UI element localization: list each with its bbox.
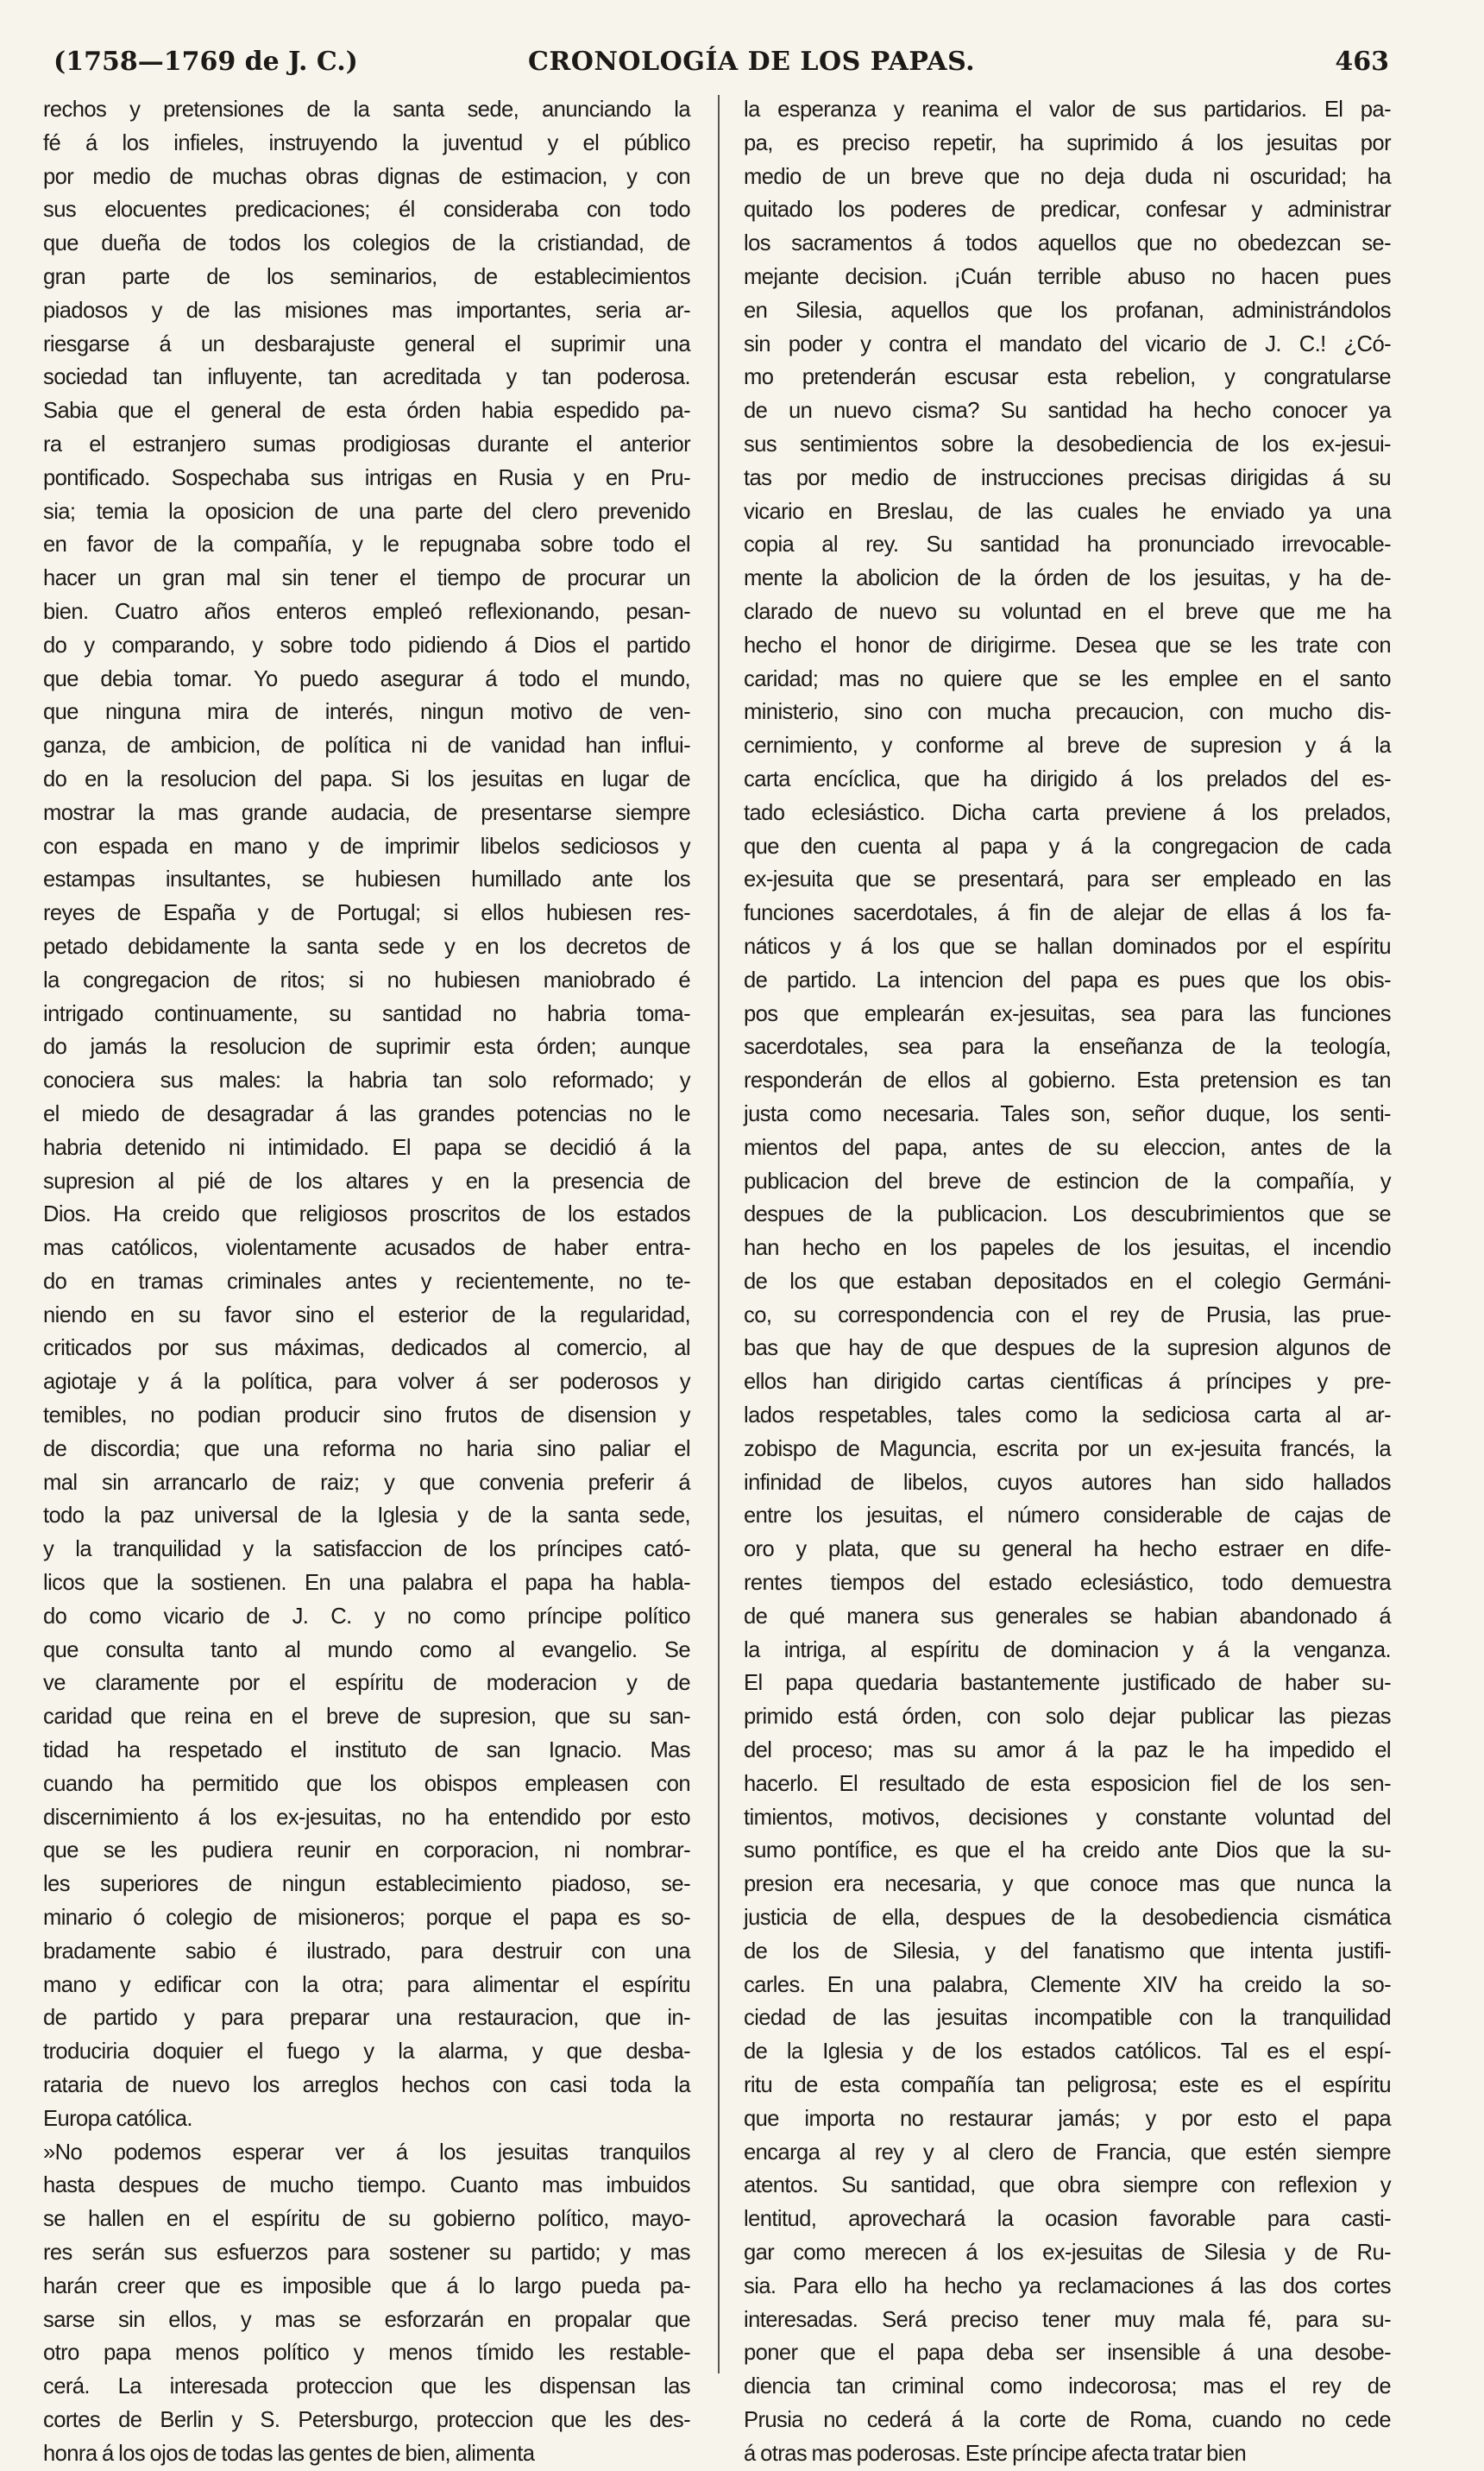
text-line: bas que hay de que despues de la supresion algunos de xyxy=(744,1336,1391,1361)
text-line: por medio de muchas obras dignas de estimacion, y con xyxy=(43,164,690,189)
text-line: ve claramente por el espíritu de moderacion y de xyxy=(43,1671,690,1696)
text-line: de los de Silesia, y del fanatismo que intenta justifi- xyxy=(744,1938,1391,1964)
text-column-right xyxy=(744,93,1391,2466)
text-line: sin poder y contra el mandato del vicario de J. C.! ¿Có- xyxy=(744,331,1391,356)
text-line: de un nuevo cisma? Su santidad ha hecho conocer ya xyxy=(744,399,1391,424)
running-header xyxy=(53,45,1389,79)
text-line: con espada en mano y de imprimir libelos sediciosos y xyxy=(43,834,690,859)
text-line: ciedad de las jesuitas incompatible con la tranquilidad xyxy=(744,2006,1391,2031)
text-line: res serán sus esfuerzos para sostener su partido; y mas xyxy=(43,2241,690,2265)
text-line: hasta despues de mucho tiempo. Cuanto mas imbuidos xyxy=(43,2173,690,2198)
text-line: pontificado. Sospechaba sus intrigas en Rusia y en Pru- xyxy=(43,465,690,490)
text-line: do y comparando, y sobre todo pidiendo á Dios el partido xyxy=(43,633,690,658)
text-line: y la tranquilidad y la satisfaccion de los príncipes cató- xyxy=(43,1537,690,1562)
text-line: de qué manera sus generales se habian abandonado á xyxy=(744,1604,1391,1629)
text-line: mal sin arrancarlo de raiz; y que convenia preferir á xyxy=(43,1470,690,1495)
text-line: troduciria doquier el fuego y la alarma, y que desba- xyxy=(43,2039,690,2064)
text-line: mientos del papa, antes de su eleccion, antes de la xyxy=(744,1135,1391,1160)
text-line: sus elocuentes predicaciones; él consideraba con todo xyxy=(43,198,690,223)
text-line: petado debidamente la santa sede y en los decretos de xyxy=(43,934,690,959)
text-line: cuando ha permitido que los obispos empleasen con xyxy=(43,1771,690,1796)
text-line: mano y edificar con la otra; para alimentar el espíritu xyxy=(43,1972,690,1997)
text-line: á otras mas poderosas. Este príncipe afecta tratar bien xyxy=(744,2441,1247,2466)
text-line: do en la resolucion del papa. Si los jesuitas en lugar de xyxy=(43,766,690,791)
text-line: temibles, no podian producir sino frutos de disension y xyxy=(43,1403,690,1428)
text-line: atentos. Su santidad, que obra siempre con reflexion y xyxy=(744,2173,1391,2198)
header-date-range: (1758—1769 de J. C.) xyxy=(53,47,358,77)
text-line: estampas insultantes, se hubiesen humillado ante los xyxy=(43,867,690,892)
text-line: presion era necesaria, y que conoce mas que nunca la xyxy=(744,1872,1391,1897)
text-line: timientos, motivos, decisiones y constante voluntad del xyxy=(744,1805,1391,1830)
text-line: licos que la sostienen. En una palabra el papa ha habla- xyxy=(43,1571,690,1596)
text-line: criticados por sus máximas, dedicados al comercio, al xyxy=(43,1336,690,1361)
text-line: ritu de esta compañía tan peligrosa; este es el espíritu xyxy=(744,2073,1391,2098)
text-line: poner que el papa deba ser insensible á una desobe- xyxy=(744,2341,1391,2366)
text-line: rentes tiempos del estado eclesiástico, todo demuestra xyxy=(744,1571,1391,1596)
text-line: El papa quedaria bastantemente justificado de haber su- xyxy=(744,1671,1391,1696)
text-line: la intriga, al espíritu de dominacion y á la venganza. xyxy=(744,1637,1391,1662)
text-line: encarga al rey y al clero de Francia, que estén siempre xyxy=(744,2140,1391,2165)
text-line: despues de la publicacion. Los descubrimientos que se xyxy=(744,1202,1391,1227)
text-line: ex-jesuita que se presentará, para ser empleado en las xyxy=(744,867,1391,892)
text-line: que consulta tanto al mundo como al evangelio. Se xyxy=(43,1637,690,1662)
text-line: de la Iglesia y de los estados católicos. Tal es el espí- xyxy=(744,2039,1391,2064)
text-line: tidad ha respetado el instituto de san Ignacio. Mas xyxy=(43,1738,690,1763)
text-line: zobispo de Maguncia, escrita por un ex-jesuita francés, la xyxy=(744,1436,1391,1461)
text-line: sarse sin ellos, y mas se esforzarán en propalar que xyxy=(43,2307,690,2332)
text-line: conociera sus males: la habria tan solo reformado; y xyxy=(43,1068,690,1094)
text-line: náticos y á los que se hallan dominados por el espíritu xyxy=(744,934,1391,959)
text-line: ellos han dirigido cartas científicas á príncipes y pre- xyxy=(744,1370,1391,1395)
text-line: caridad; mas no quiere que se les emplee en el santo xyxy=(744,666,1391,691)
text-line: gar como merecen á los ex-jesuitas de Silesia y de Ru- xyxy=(744,2241,1391,2265)
text-column-left xyxy=(43,93,690,2466)
text-line: sia; temia la oposicion de una parte del clero prevenido xyxy=(43,499,690,524)
column-divider xyxy=(718,95,720,2373)
text-line: ra el estranjero sumas prodigiosas durante el anterior xyxy=(43,432,690,457)
text-line: reyes de España y de Portugal; si ellos hubiesen res- xyxy=(43,901,690,926)
text-line: co, su correspondencia con el rey de Prusia, las prue- xyxy=(744,1302,1391,1327)
text-line: Sabia que el general de esta órden habia espedido pa- xyxy=(43,399,690,424)
text-line: copia al rey. Su santidad ha pronunciado irrevocable- xyxy=(744,533,1391,558)
text-line: supresion al pié de los altares y en la presencia de xyxy=(43,1169,690,1194)
text-line: caridad que reina en el breve de supresion, que su san- xyxy=(43,1705,690,1730)
header-title: CRONOLOGÍA DE LOS PAPAS. xyxy=(528,47,976,77)
text-line: entre los jesuitas, el número considerable de cajas de xyxy=(744,1503,1391,1529)
text-line: el miedo de desagradar á las grandes potencias no le xyxy=(43,1101,690,1126)
text-line: bien. Cuatro años enteros empleó reflexionando, pesan- xyxy=(43,599,690,624)
text-line: funciones sacerdotales, á fin de alejar de ellas á los fa- xyxy=(744,901,1391,926)
text-line: que ninguna mira de interés, ningun motivo de ven- xyxy=(43,700,690,725)
text-line: publicacion del breve de estincion de la compañía, y xyxy=(744,1169,1391,1194)
text-line: justa como necesaria. Tales son, señor duque, los senti- xyxy=(744,1101,1391,1126)
text-line: Europa católica. xyxy=(43,2106,192,2131)
text-line: mente la abolicion de la órden de los jesuitas, y ha de- xyxy=(744,566,1391,591)
text-line: de partido. La intencion del papa es pues que los obis- xyxy=(744,968,1391,993)
text-line: responderán de ellos al gobierno. Esta pretension es tan xyxy=(744,1068,1391,1094)
text-line: rataria de nuevo los arreglos hechos con casi toda la xyxy=(43,2073,690,2098)
text-line: pa, es preciso repetir, ha suprimido á los jesuitas por xyxy=(744,130,1391,155)
text-line: de discordia; que una reforma no haria sino paliar el xyxy=(43,1436,690,1461)
text-line: niendo en su favor sino el esterior de la regularidad, xyxy=(43,1302,690,1327)
text-line: interesadas. Será preciso tener muy mala fé, para su- xyxy=(744,2307,1391,2332)
text-line: diencia tan criminal como indecorosa; mas el rey de xyxy=(744,2374,1391,2399)
text-line: bradamente sabio é ilustrado, para destruir con una xyxy=(43,1938,690,1964)
text-line: se hallen en el espíritu de su gobierno político, mayo- xyxy=(43,2207,690,2232)
text-line: mas católicos, violentamente acusados de haber entra- xyxy=(43,1236,690,1261)
text-line: de partido y para preparar una restauracion, que in- xyxy=(43,2006,690,2031)
text-line: discernimiento á los ex-jesuitas, no ha entendido por esto xyxy=(43,1805,690,1830)
text-line: minario ó colegio de misioneros; porque el papa es so- xyxy=(43,1906,690,1931)
text-line: la esperanza y reanima el valor de sus partidarios. El pa- xyxy=(744,98,1391,122)
text-line: clarado de nuevo su voluntad en el breve que me ha xyxy=(744,599,1391,624)
text-line: Prusia no cederá á la corte de Roma, cuando no cede xyxy=(744,2407,1391,2432)
page-number: 463 xyxy=(1335,47,1389,77)
text-line: que dueña de todos los colegios de la cristiandad, de xyxy=(43,231,690,256)
text-line: justicia de ella, despues de la desobediencia cismática xyxy=(744,1906,1391,1931)
text-line: tas por medio de instrucciones precisas dirigidas á su xyxy=(744,465,1391,490)
text-line: tado eclesiástico. Dicha carta previene á los prelados, xyxy=(744,800,1391,825)
text-line: mo pretenderán escusar esta rebelion, y congratularse xyxy=(744,365,1391,390)
text-line: intrigado continuamente, su santidad no habria toma- xyxy=(43,1001,690,1026)
text-line: que den cuenta al papa y á la congregacion de cada xyxy=(744,834,1391,859)
text-line: la congregacion de ritos; si no hubiesen maniobrado é xyxy=(43,968,690,993)
text-line: carta encíclica, que ha dirigido á los prelados del es- xyxy=(744,766,1391,791)
text-line: vicario en Breslau, de las cuales he enviado ya una xyxy=(744,499,1391,524)
text-line: mejante decision. ¡Cuán terrible abuso no hacen pues xyxy=(744,264,1391,289)
text-line: gran parte de los seminarios, de establecimientos xyxy=(43,264,690,289)
text-line: que importa no restaurar jamás; y por esto el papa xyxy=(744,2106,1391,2131)
text-line: agiotaje y á la política, para volver á ser poderosos y xyxy=(43,1370,690,1395)
text-line: otro papa menos político y menos tímido les restable- xyxy=(43,2341,690,2366)
text-line: que debia tomar. Yo puedo asegurar á todo el mundo, xyxy=(43,666,690,691)
text-line: hecho el honor de dirigirme. Desea que se les trate con xyxy=(744,633,1391,658)
text-line: sia. Para ello ha hecho ya reclamaciones á las dos cortes xyxy=(744,2273,1391,2298)
text-line: ministerio, sino con mucha precaucion, con mucho dis- xyxy=(744,700,1391,725)
text-line: pos que emplearán ex-jesuitas, sea para las funciones xyxy=(744,1001,1391,1026)
text-line: han hecho en los papeles de los jesuitas, el incendio xyxy=(744,1236,1391,1261)
text-line: harán creer que es imposible que á lo largo pueda pa- xyxy=(43,2273,690,2298)
text-line: en Silesia, aquellos que los profanan, administrándolos xyxy=(744,298,1391,323)
text-line: cernimiento, y conforme al breve de supresion y á la xyxy=(744,734,1391,759)
text-line: rechos y pretensiones de la santa sede, anunciando la xyxy=(43,98,690,122)
text-line: riesgarse á un desbarajuste general el suprimir una xyxy=(43,331,690,356)
text-line: honra á los ojos de todas las gentes de bien, alimenta xyxy=(43,2441,535,2466)
text-line: piadosos y de las misiones mas importantes, seria ar- xyxy=(43,298,690,323)
text-line: carles. En una palabra, Clemente XIV ha creido la so- xyxy=(744,1972,1391,1997)
text-line: ganza, de ambicion, de política ni de vanidad han influi- xyxy=(43,734,690,759)
text-line: do como vicario de J. C. y no como príncipe político xyxy=(43,1604,690,1629)
text-line: que se les pudiera reunir en corporacion, ni nombrar- xyxy=(43,1838,690,1863)
text-line: do en tramas criminales antes y recientemente, no te- xyxy=(43,1269,690,1294)
text-line: oro y plata, que su general ha hecho estraer en dife- xyxy=(744,1537,1391,1562)
text-line: hacerlo. El resultado de esta esposicion fiel de los sen- xyxy=(744,1771,1391,1796)
text-line: en favor de la compañía, y le repugnaba sobre todo el xyxy=(43,533,690,558)
book-page xyxy=(43,45,1391,2466)
text-line: sociedad tan influyente, tan acreditada y tan poderosa. xyxy=(43,365,690,390)
text-line: cortes de Berlin y S. Petersburgo, proteccion que les des- xyxy=(43,2407,690,2432)
text-line: sacerdotales, sea para la enseñanza de la teología, xyxy=(744,1035,1391,1060)
text-line: quitado los poderes de predicar, confesar y administrar xyxy=(744,198,1391,223)
text-line: do jamás la resolucion de suprimir esta órden; aunque xyxy=(43,1035,690,1060)
text-line: Dios. Ha creido que religiosos proscritos de los estados xyxy=(43,1202,690,1227)
text-line: habria detenido ni intimidado. El papa se decidió á la xyxy=(43,1135,690,1160)
text-line: todo la paz universal de la Iglesia y de la santa sede, xyxy=(43,1503,690,1529)
text-line: de los que estaban depositados en el colegio Germáni- xyxy=(744,1269,1391,1294)
text-line: les superiores de ningun establecimiento piadoso, se- xyxy=(43,1872,690,1897)
text-line: »No podemos esperar ver á los jesuitas tranquilos xyxy=(43,2140,690,2165)
text-line: lados respetables, tales como la sediciosa carta al ar- xyxy=(744,1403,1391,1428)
text-line: los sacramentos á todos aquellos que no obedezcan se- xyxy=(744,231,1391,256)
text-line: medio de un breve que no deja duda ni oscuridad; ha xyxy=(744,164,1391,189)
text-line: sus sentimientos sobre la desobediencia de los ex-jesui- xyxy=(744,432,1391,457)
text-line: hacer un gran mal sin tener el tiempo de procurar un xyxy=(43,566,690,591)
text-line: primido está órden, con solo dejar publicar las piezas xyxy=(744,1705,1391,1730)
text-line: del proceso; mas su amor á la paz le ha impedido el xyxy=(744,1738,1391,1763)
text-line: sumo pontífice, es que el ha creido ante Dios que la su- xyxy=(744,1838,1391,1863)
text-line: cerá. La interesada proteccion que les dispensan las xyxy=(43,2374,690,2399)
text-line: mostrar la mas grande audacia, de presentarse siempre xyxy=(43,800,690,825)
text-line: lentitud, aprovechará la ocasion favorable para casti- xyxy=(744,2207,1391,2232)
text-line: infinidad de libelos, cuyos autores han sido hallados xyxy=(744,1470,1391,1495)
text-line: fé á los infieles, instruyendo la juventud y el público xyxy=(43,130,690,155)
